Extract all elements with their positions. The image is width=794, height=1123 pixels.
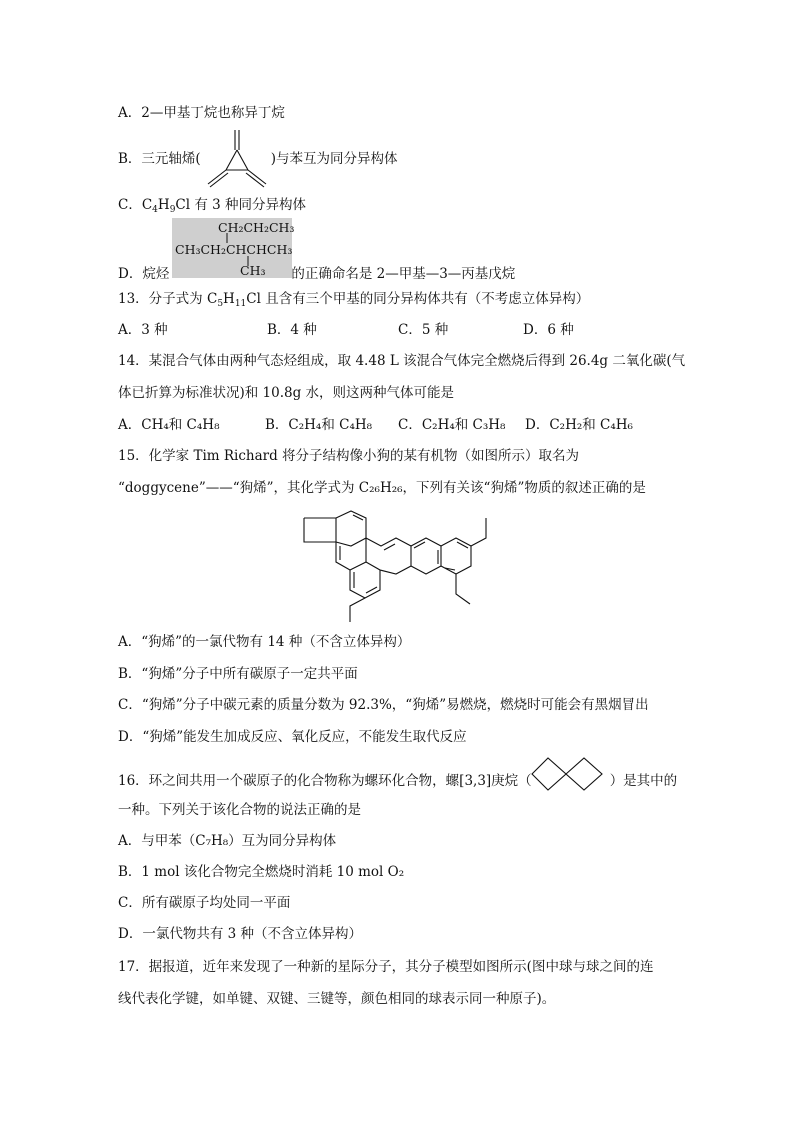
q14-option-a: A．CH₄和 C₄H₈ xyxy=(118,417,220,433)
q12-option-c-mid: H xyxy=(157,197,170,213)
formula-methyl-branch: CH₃ xyxy=(240,263,266,278)
q16-option-a: A．与甲苯（C₇H₈）互为同分异构体 xyxy=(118,833,337,849)
q14-option-c: C．C₂H₄和 C₃H₈ xyxy=(398,417,506,433)
q13-stem xyxy=(118,290,589,308)
formula-main-chain: CH₃CH₂CHCHCH₃ xyxy=(175,242,293,257)
q14-stem-line2: 体已折算为标准状况)和 10.8g 水，则这两种气体可能是 xyxy=(118,385,455,401)
q13-sub2: 11 xyxy=(234,299,247,309)
trimethylenecyclopropane-structure xyxy=(200,126,280,190)
q12-option-c-pre: C．C xyxy=(118,197,153,213)
q16-stem-line2: 一种。下列关于该化合物的说法正确的是 xyxy=(118,802,361,818)
q13-stem-post: Cl 且含有三个甲基的同分异构体共有（不考虑立体异构） xyxy=(246,291,590,307)
q14-stem-line1: 14．某混合气体由两种气态烃组成，取 4.48 L 该混合气体完全燃烧后得到 26.4g 二氧化碳(气 xyxy=(118,353,686,369)
q13-option-b: B．4 种 xyxy=(267,322,317,338)
doggycene-structure xyxy=(298,508,508,628)
q12-option-a: A．2—甲基丁烷也称异丁烷 xyxy=(118,105,285,121)
q13-mid: H xyxy=(223,291,235,307)
q12-option-c xyxy=(118,196,306,214)
q12-option-c-sub2: 9 xyxy=(169,205,176,215)
q13-stem-pre: 13．分子式为 C xyxy=(118,291,218,307)
q16-option-c: C．所有碳原子均处同一平面 xyxy=(118,895,291,911)
q12-option-c-post: Cl 有 3 种同分异构体 xyxy=(175,197,307,213)
q16-option-d: D．一氯代物共有 3 种（不含立体异构） xyxy=(118,926,362,942)
q13-sub1: 5 xyxy=(217,299,224,309)
q12-option-d-post: 的正确命名是 2—甲基—3—丙基戊烷 xyxy=(291,266,516,282)
q12-option-d xyxy=(118,265,515,283)
q14-option-d: D．C₂H₂和 C₄H₆ xyxy=(525,417,633,433)
q12-option-b-post: )与苯互为同分异构体 xyxy=(270,151,398,167)
q15-stem-line2: “doggycene”——“狗烯”，其化学式为 C₂₆H₂₆，下列有关该“狗烯”物质的叙述正确的是 xyxy=(118,480,646,496)
spiroheptane-structure xyxy=(528,754,608,794)
q17-stem-line2: 线代表化学键，如单键、双键、三键等，颜色相同的球表示同一种原子)。 xyxy=(118,991,556,1007)
q15-option-a: A．“狗烯”的一氯代物有 14 种（不含立体异构） xyxy=(118,634,411,650)
q12-option-c-sub1: 4 xyxy=(152,205,158,215)
q12-option-b-pre: B．三元轴烯( xyxy=(118,151,201,167)
q15-option-c: C．“狗烯”分子中碳元素的质量分数为 92.3%，“狗烯”易燃烧，燃烧时可能会有黑烟冒出 xyxy=(118,697,649,713)
q16-stem-post: ）是其中的 xyxy=(609,773,678,789)
q17-stem-line1: 17．据报道，近年来发现了一种新的星际分子，其分子模型如图所示(图中球与球之间的连 xyxy=(118,959,654,975)
q15-option-d: D．“狗烯”能发生加成反应、氧化反应，不能发生取代反应 xyxy=(118,729,467,745)
q14-option-b: B．C₂H₄和 C₄H₈ xyxy=(265,417,373,433)
q16-option-b: B．1 mol 该化合物完全燃烧时消耗 10 mol O₂ xyxy=(118,864,405,880)
q15-option-b: B．“狗烯”分子中所有碳原子一定共平面 xyxy=(118,666,358,682)
formula-propyl-branch: CH₂CH₂CH₃ xyxy=(218,220,295,235)
q13-option-a: A．3 种 xyxy=(118,322,168,338)
q15-stem-line1: 15．化学家 Tim Richard 将分子结构像小狗的某有机物（如图所示）取名为 xyxy=(118,448,580,464)
q12-option-d-pre: D．烷烃 xyxy=(118,266,170,282)
q13-option-d: D．6 种 xyxy=(523,322,574,338)
q13-option-c: C．5 种 xyxy=(398,322,449,338)
q16-stem-pre: 16．环之间共用一个碳原子的化合物称为螺环化合物，螺[3,3]庚烷（ xyxy=(118,773,532,789)
